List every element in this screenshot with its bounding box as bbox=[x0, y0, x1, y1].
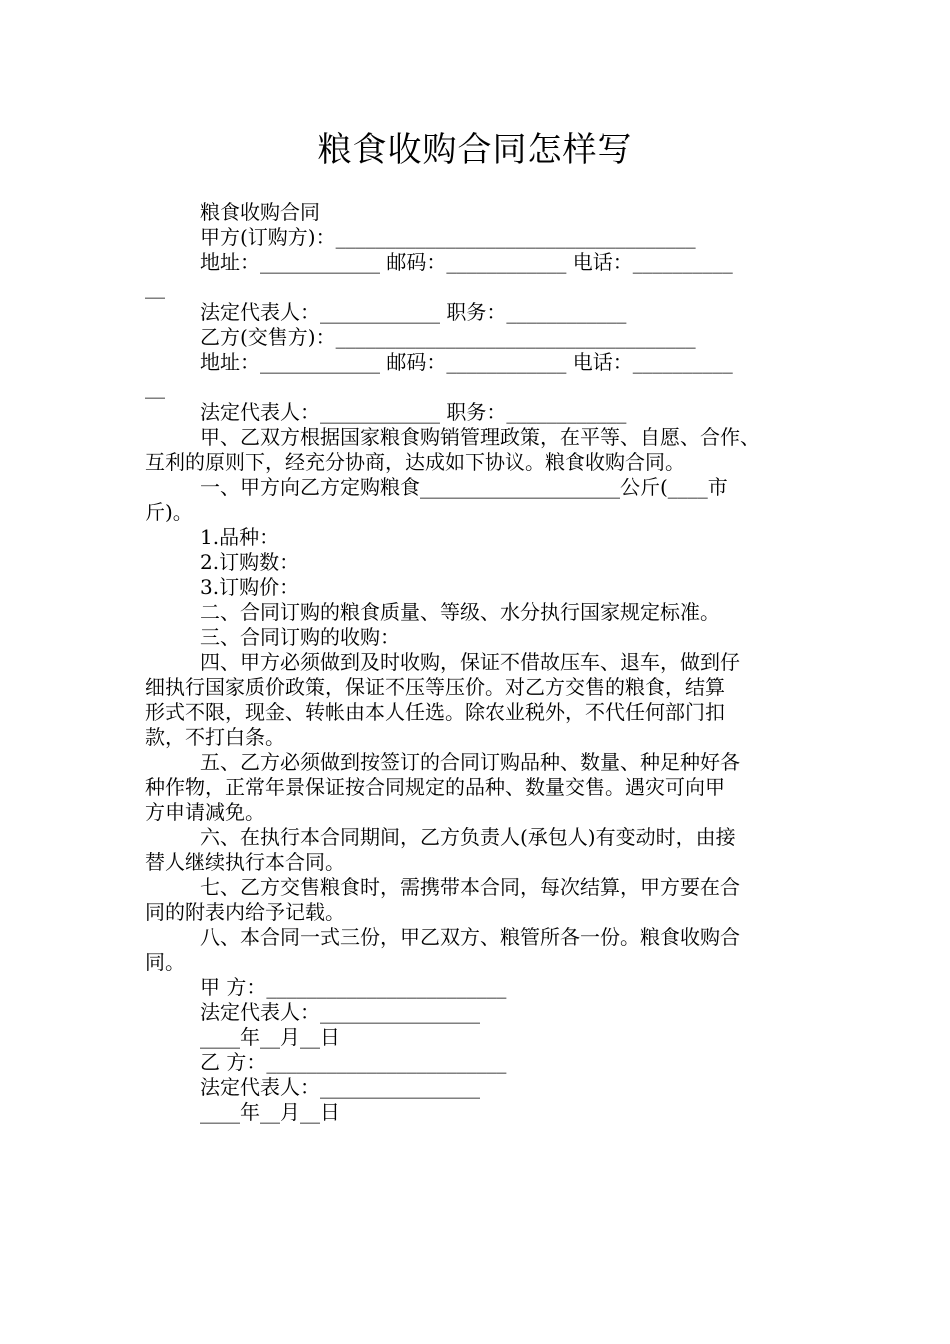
clause-6-line-1: 六、在执行本合同期间，乙方负责人(承包人)有变动时，由接 bbox=[200, 825, 736, 849]
signature-party-a: 甲 方：________________________ bbox=[200, 975, 507, 999]
clause-1-variety: 1.品种： bbox=[200, 525, 280, 549]
clause-1-quantity: 2.订购数： bbox=[200, 550, 300, 574]
clause-5-line-3: 方申请减免。 bbox=[145, 800, 265, 824]
clause-1-price: 3.订购价： bbox=[200, 575, 300, 599]
clause-5-line-2: 种作物，正常年景保证按合同规定的品种、数量交售。遇灾可向甲 bbox=[145, 775, 725, 799]
signature-party-a-date: ____年__月__日 bbox=[200, 1025, 340, 1049]
clause-4-line-1: 四、甲方必须做到及时收购，保证不借故压车、退车，做到仔 bbox=[200, 650, 740, 674]
clause-2: 二、合同订购的粮食质量、等级、水分执行国家规定标准。 bbox=[200, 600, 720, 624]
clause-8-line-1: 八、本合同一式三份，甲乙双方、粮管所各一份。粮食收购合 bbox=[200, 925, 740, 949]
clause-3: 三、合同订购的收购： bbox=[200, 625, 400, 649]
contract-heading: 粮食收购合同 bbox=[200, 200, 320, 224]
party-a-line: 甲方(订购方)：____________________________________ bbox=[200, 225, 696, 249]
party-b-address-line: 地址：____________ 邮码：____________ 电话：__________ bbox=[200, 350, 733, 374]
clause-4-line-2: 细执行国家质价政策，保证不压等压价。对乙方交售的粮食，结算 bbox=[145, 675, 725, 699]
party-a-representative-line: 法定代表人：____________ 职务：____________ bbox=[200, 300, 627, 324]
clause-4-line-3: 形式不限，现金、转帐由本人任选。除农业税外，不代任何部门扣 bbox=[145, 700, 725, 724]
clause-7-line-1: 七、乙方交售粮食时，需携带本合同，每次结算，甲方要在合 bbox=[200, 875, 740, 899]
party-a-address-wrap: __ bbox=[145, 275, 165, 299]
signature-party-a-representative: 法定代表人：________________ bbox=[200, 1000, 480, 1024]
signature-party-b: 乙 方：________________________ bbox=[200, 1050, 507, 1074]
clause-1-line-1: 一、甲方向乙方定购粮食____________________公斤(____市 bbox=[200, 475, 728, 499]
clause-4-line-4: 款，不打白条。 bbox=[145, 725, 285, 749]
party-a-address-line: 地址：____________ 邮码：____________ 电话：__________ bbox=[200, 250, 733, 274]
clause-6-line-2: 替人继续执行本合同。 bbox=[145, 850, 345, 874]
party-b-representative-line: 法定代表人：____________ 职务：____________ bbox=[200, 400, 627, 424]
clause-1-line-2: 斤)。 bbox=[145, 500, 193, 524]
preamble-line-1: 甲、乙双方根据国家粮食购销管理政策，在平等、自愿、合作、 bbox=[200, 425, 760, 449]
clause-5-line-1: 五、乙方必须做到按签订的合同订购品种、数量、种足种好各 bbox=[200, 750, 740, 774]
party-b-address-wrap: __ bbox=[145, 375, 165, 399]
preamble-line-2: 互利的原则下，经充分协商，达成如下协议。粮食收购合同。 bbox=[145, 450, 685, 474]
document-title: 粮食收购合同怎样写 bbox=[317, 130, 633, 170]
party-b-line: 乙方(交售方)：____________________________________ bbox=[200, 325, 696, 349]
signature-party-b-representative: 法定代表人：________________ bbox=[200, 1075, 480, 1099]
signature-party-b-date: ____年__月__日 bbox=[200, 1100, 340, 1124]
clause-7-line-2: 同的附表内给予记载。 bbox=[145, 900, 345, 924]
clause-8-line-2: 同。 bbox=[145, 950, 185, 974]
